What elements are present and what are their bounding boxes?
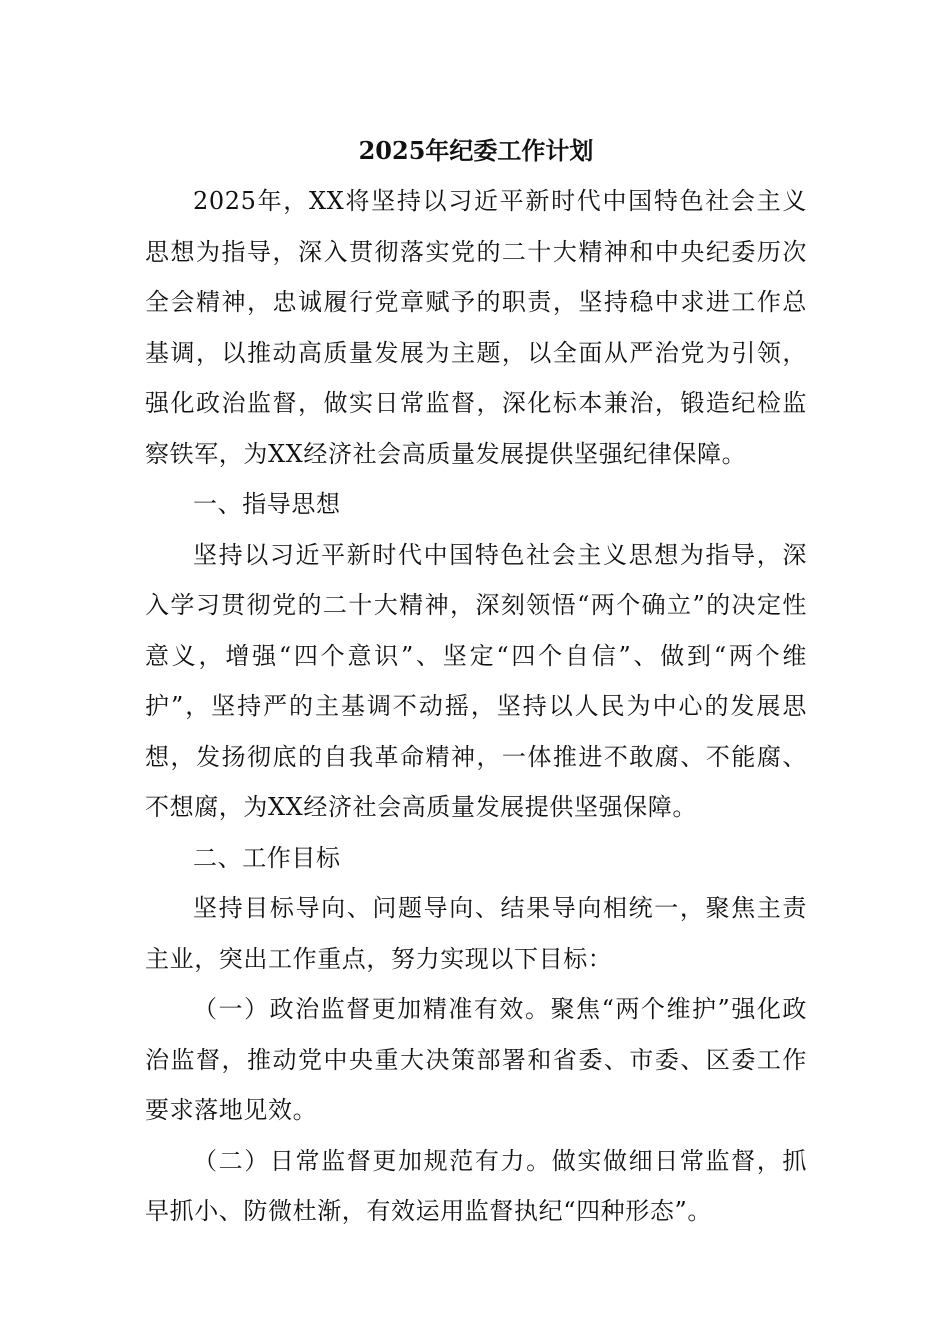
document-body <box>145 126 807 1237</box>
document-title: 2025年纪委工作计划 <box>358 136 594 165</box>
goal-item-daily-supervision: （二）日常监督更加规范有力。做实做细日常监督，抓早抓小、防微杜渐，有效运用监督执纪“四种形态”。 <box>145 1146 807 1225</box>
work-goals-paragraph: 坚持目标导向、问题导向、结果导向相统一，聚焦主责主业，突出工作重点，努力实现以下目标： <box>145 894 807 973</box>
section-heading-guiding-thought: 一、指导思想 <box>193 490 341 518</box>
section-heading-work-goals: 二、工作目标 <box>193 843 341 872</box>
goal-item-political-supervision: （一）政治监督更加精准有效。聚焦“两个维护”强化政治监督，推动党中央重大决策部署和省委、市委、区委工作要求落地见效。 <box>145 995 807 1124</box>
intro-paragraph: 2025年，XX将坚持以习近平新时代中国特色社会主义思想为指导，深入贯彻落实党的二十大精神和中央纪委历次全会精神，忠诚履行党章赋予的职责，坚持稳中求进工作总基调，以推动高质量发展为主题，以全面从严治党为引领，强化政治监督，做实日常监督，深化标本兼治，锻造纪检监察铁军，为XX经济社会高质量发展提供坚强纪律保障。 <box>145 187 807 468</box>
guiding-thought-paragraph: 坚持以习近平新时代中国特色社会主义思想为指导，深入学习贯彻党的二十大精神，深刻领悟“两个确立”的决定性意义，增强“四个意识”、坚定“四个自信”、做到“两个维护”，坚持严的主基调不动摇，坚持以人民为中心的发展思想，发扬彻底的自我革命精神，一体推进不敢腐、不能腐、不想腐，为XX经济社会高质量发展提供坚强保障。 <box>145 540 807 821</box>
